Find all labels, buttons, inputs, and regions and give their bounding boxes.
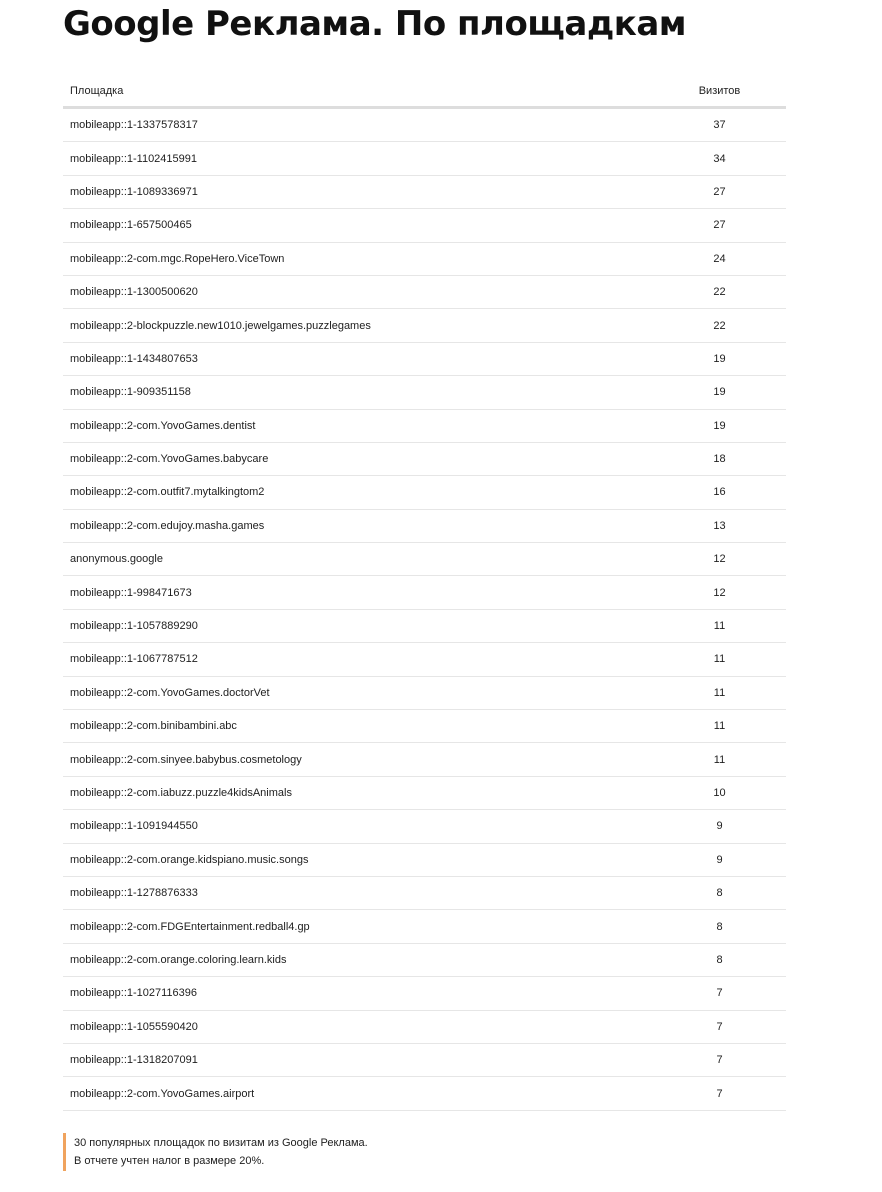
table-row — [63, 1077, 786, 1110]
table-row — [63, 910, 786, 943]
cell-visits: 11 — [653, 710, 786, 743]
table-row — [63, 1010, 786, 1043]
column-header-visits: Визитов — [653, 76, 786, 108]
cell-visits: 11 — [653, 643, 786, 676]
cell-visits: 16 — [653, 476, 786, 509]
table-row — [63, 943, 786, 976]
table-row — [63, 342, 786, 375]
cell-visits: 11 — [653, 676, 786, 709]
cell-place: mobileapp::1-1089336971 — [63, 175, 653, 208]
cell-visits: 11 — [653, 609, 786, 642]
cell-visits: 8 — [653, 876, 786, 909]
cell-place: mobileapp::1-1055590420 — [63, 1010, 653, 1043]
cell-visits: 11 — [653, 743, 786, 776]
cell-visits: 22 — [653, 275, 786, 308]
page-title: Google Реклама. По площадкам — [63, 4, 687, 44]
table-row — [63, 609, 786, 642]
cell-visits: 18 — [653, 442, 786, 475]
cell-place: mobileapp::1-1278876333 — [63, 876, 653, 909]
table-row — [63, 543, 786, 576]
cell-place: anonymous.google — [63, 543, 653, 576]
cell-visits: 12 — [653, 576, 786, 609]
table-row — [63, 743, 786, 776]
cell-place: mobileapp::1-1067787512 — [63, 643, 653, 676]
table-row — [63, 209, 786, 242]
cell-place: mobileapp::2-com.binibambini.abc — [63, 710, 653, 743]
cell-visits: 9 — [653, 810, 786, 843]
cell-visits: 37 — [653, 108, 786, 142]
cell-visits: 7 — [653, 1010, 786, 1043]
table-row — [63, 710, 786, 743]
cell-visits: 19 — [653, 409, 786, 442]
report-page — [63, 0, 786, 1111]
cell-place: mobileapp::1-1027116396 — [63, 977, 653, 1010]
cell-visits: 12 — [653, 543, 786, 576]
cell-place: mobileapp::1-1300500620 — [63, 275, 653, 308]
table-row — [63, 476, 786, 509]
cell-place: mobileapp::1-1091944550 — [63, 810, 653, 843]
cell-place: mobileapp::2-com.YovoGames.babycare — [63, 442, 653, 475]
cell-place: mobileapp::2-com.orange.kidspiano.music.songs — [63, 843, 653, 876]
report-footnote — [63, 1133, 674, 1171]
table-row — [63, 509, 786, 542]
cell-visits: 19 — [653, 376, 786, 409]
table-row — [63, 977, 786, 1010]
table-row — [63, 810, 786, 843]
table-header — [63, 76, 786, 108]
table-row — [63, 309, 786, 342]
table-row — [63, 108, 786, 142]
cell-visits: 8 — [653, 910, 786, 943]
table-row — [63, 843, 786, 876]
footnote-line: 30 популярных площадок по визитам из Google Реклама. — [74, 1137, 368, 1149]
table-row — [63, 142, 786, 175]
cell-place: mobileapp::2-com.outfit7.mytalkingtom2 — [63, 476, 653, 509]
cell-visits: 10 — [653, 776, 786, 809]
cell-visits: 8 — [653, 943, 786, 976]
table-row — [63, 576, 786, 609]
cell-place: mobileapp::2-com.mgc.RopeHero.ViceTown — [63, 242, 653, 275]
cell-visits: 9 — [653, 843, 786, 876]
cell-place: mobileapp::2-com.sinyee.babybus.cosmetology — [63, 743, 653, 776]
table-row — [63, 409, 786, 442]
cell-visits: 7 — [653, 1043, 786, 1076]
table-row — [63, 676, 786, 709]
cell-place: mobileapp::2-com.orange.coloring.learn.kids — [63, 943, 653, 976]
cell-visits: 27 — [653, 209, 786, 242]
table-row — [63, 376, 786, 409]
table-row — [63, 776, 786, 809]
cell-place: mobileapp::2-com.edujoy.masha.games — [63, 509, 653, 542]
cell-visits: 7 — [653, 977, 786, 1010]
cell-place: mobileapp::2-blockpuzzle.new1010.jewelgames.puzzlegames — [63, 309, 653, 342]
cell-place: mobileapp::2-com.YovoGames.airport — [63, 1077, 653, 1110]
cell-place: mobileapp::1-1318207091 — [63, 1043, 653, 1076]
table-body — [63, 108, 786, 1111]
column-header-place: Площадка — [63, 76, 653, 108]
table-row — [63, 876, 786, 909]
footnote-line: В отчете учтен налог в размере 20%. — [74, 1155, 265, 1167]
cell-place: mobileapp::1-998471673 — [63, 576, 653, 609]
cell-place: mobileapp::2-com.FDGEntertainment.redball4.gp — [63, 910, 653, 943]
cell-place: mobileapp::1-1337578317 — [63, 108, 653, 142]
cell-visits: 24 — [653, 242, 786, 275]
table-row — [63, 275, 786, 308]
cell-visits: 27 — [653, 175, 786, 208]
cell-visits: 22 — [653, 309, 786, 342]
table-row — [63, 175, 786, 208]
cell-place: mobileapp::1-1434807653 — [63, 342, 653, 375]
table-row — [63, 242, 786, 275]
cell-visits: 13 — [653, 509, 786, 542]
placements-table — [63, 76, 786, 1111]
cell-place: mobileapp::2-com.YovoGames.doctorVet — [63, 676, 653, 709]
cell-visits: 7 — [653, 1077, 786, 1110]
cell-place: mobileapp::1-1102415991 — [63, 142, 653, 175]
cell-place: mobileapp::1-657500465 — [63, 209, 653, 242]
table-row — [63, 442, 786, 475]
table-row — [63, 1043, 786, 1076]
cell-place: mobileapp::2-com.YovoGames.dentist — [63, 409, 653, 442]
table-header-row — [63, 76, 786, 108]
cell-place: mobileapp::1-1057889290 — [63, 609, 653, 642]
table-row — [63, 643, 786, 676]
cell-visits: 34 — [653, 142, 786, 175]
cell-visits: 19 — [653, 342, 786, 375]
cell-place: mobileapp::2-com.iabuzz.puzzle4kidsAnimals — [63, 776, 653, 809]
cell-place: mobileapp::1-909351158 — [63, 376, 653, 409]
